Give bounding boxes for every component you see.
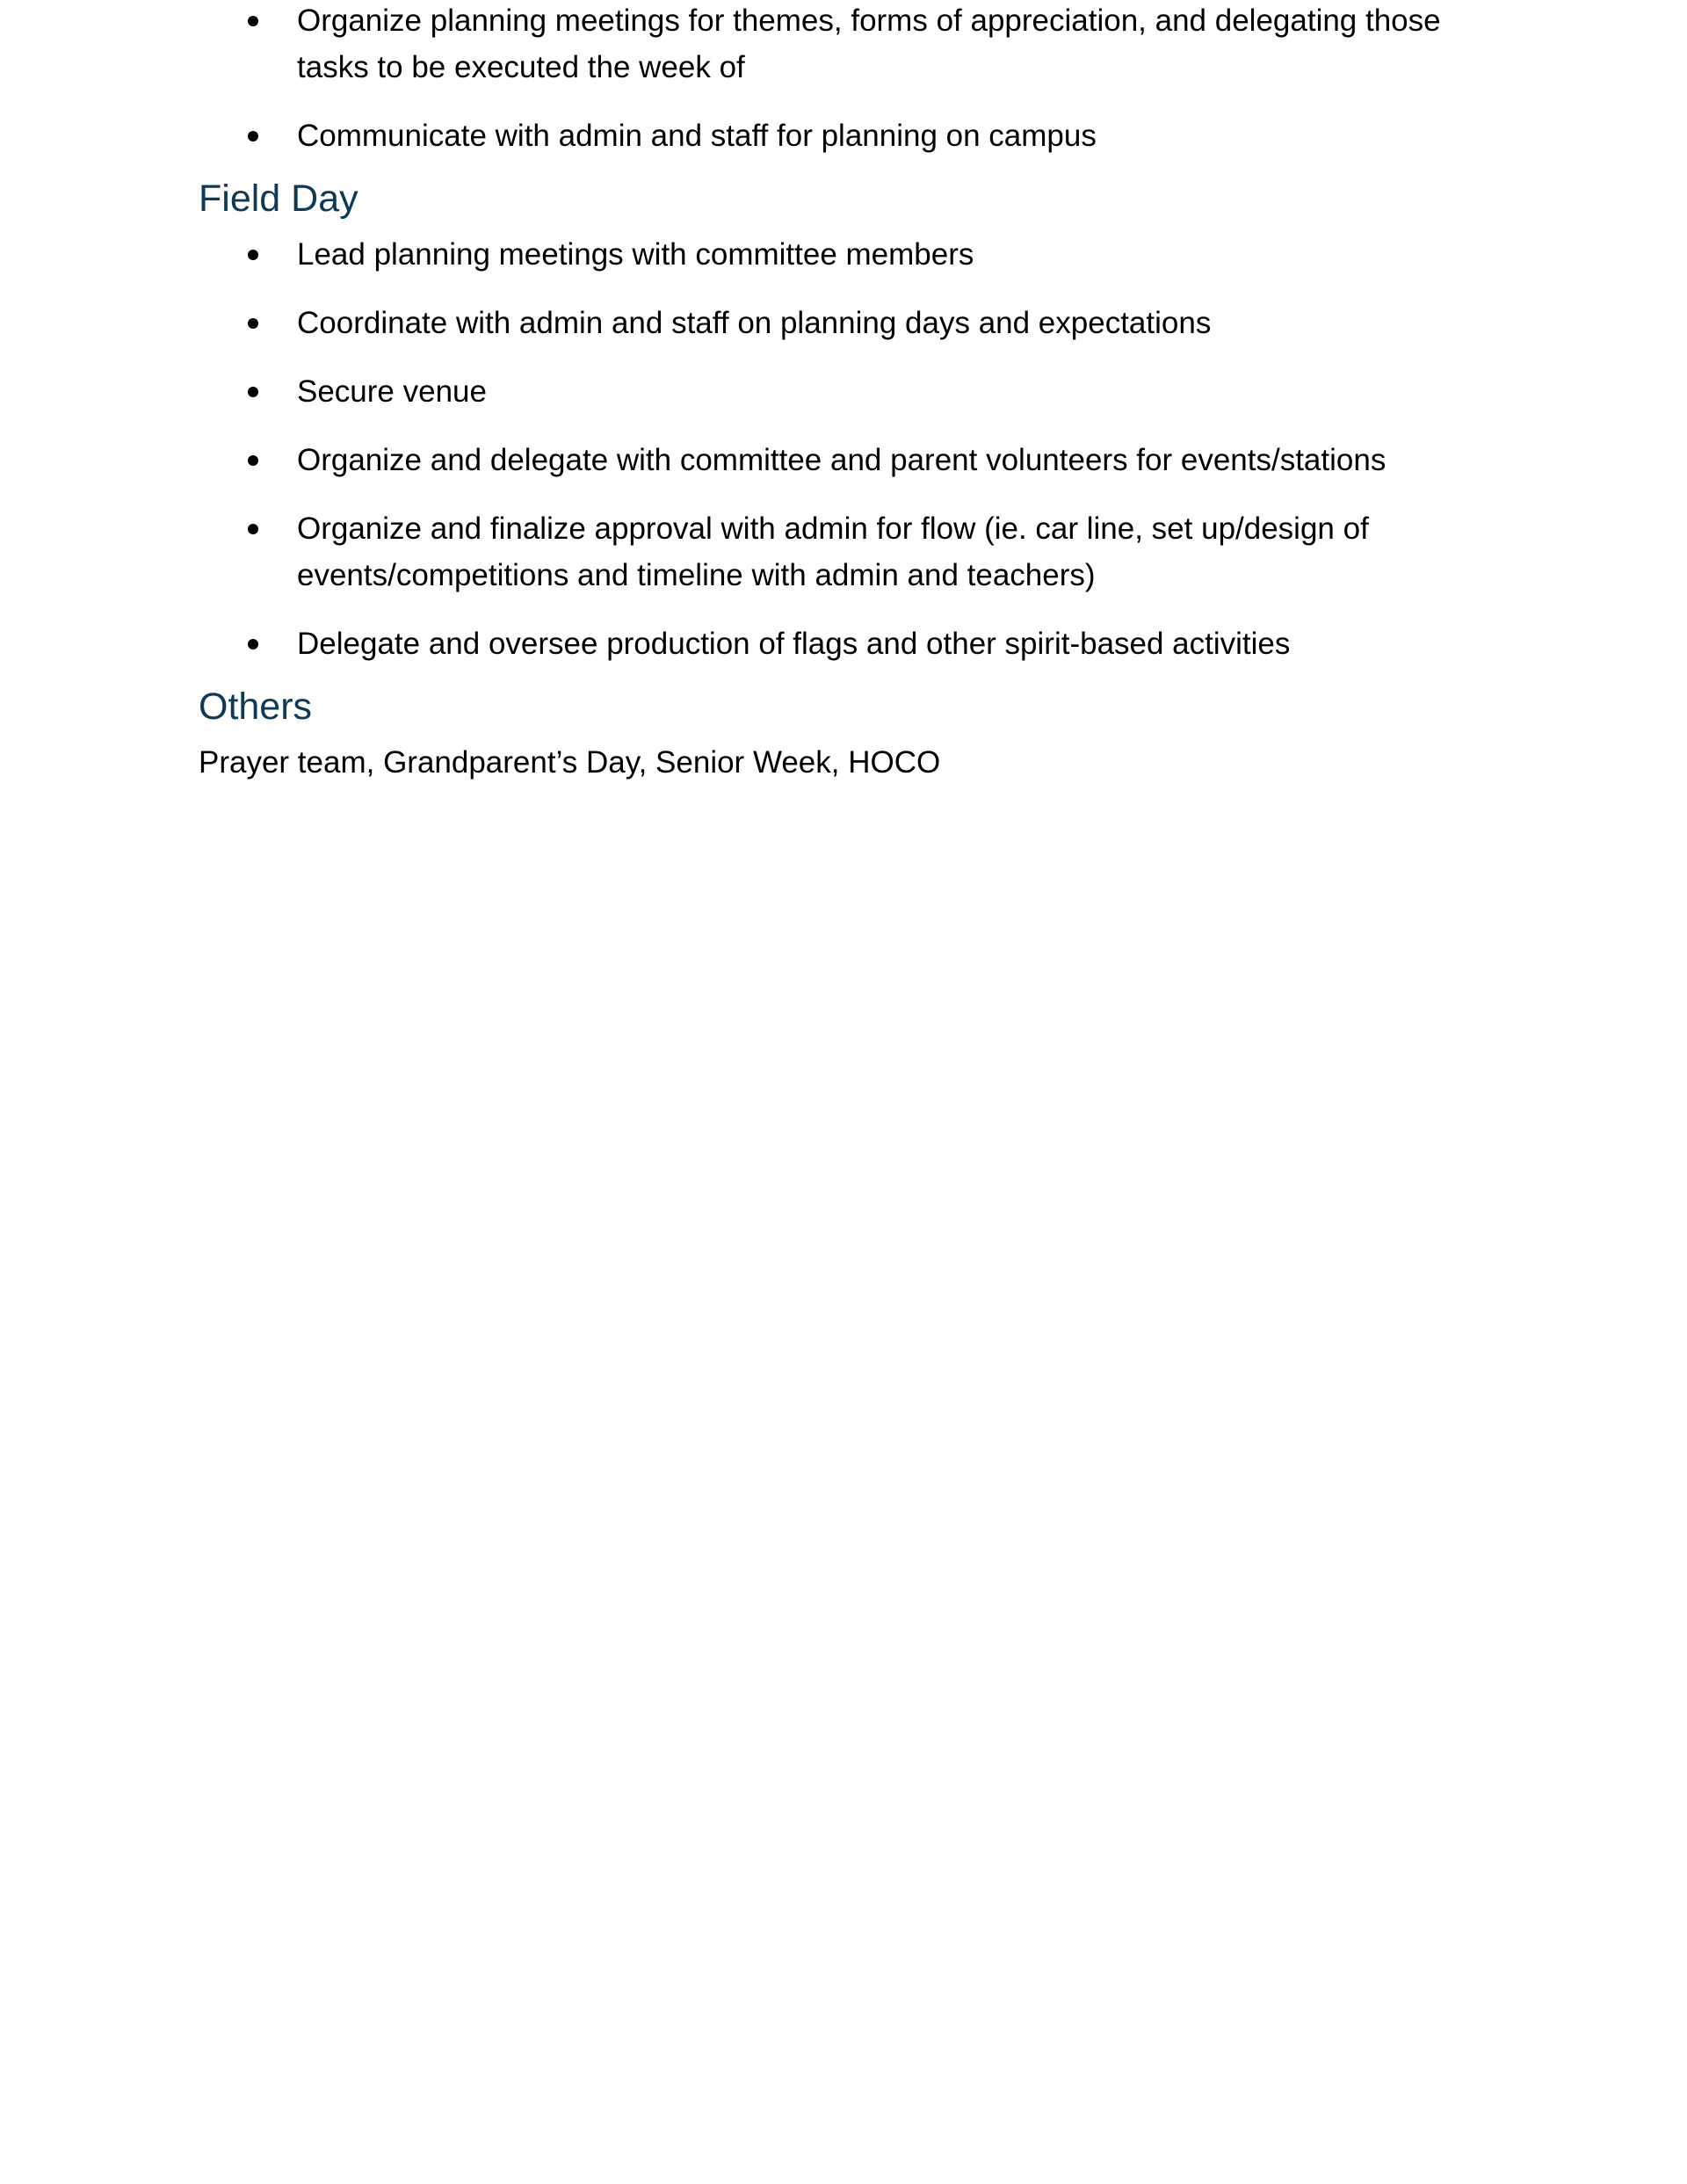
list-item-text: Organize planning meetings for themes, forms of appreciation, and delegating those tasks to be executed the week of bbox=[297, 4, 1441, 84]
list-item-text: Secure venue bbox=[297, 374, 487, 409]
bullet-icon bbox=[248, 318, 258, 329]
field-day-bullet-list bbox=[199, 231, 1499, 667]
list-item bbox=[199, 437, 1499, 483]
document-content bbox=[199, 0, 1499, 786]
list-item bbox=[199, 231, 1499, 278]
bullet-icon bbox=[248, 131, 258, 141]
list-item bbox=[199, 112, 1499, 159]
list-item bbox=[199, 0, 1499, 91]
list-item bbox=[199, 300, 1499, 346]
bullet-icon bbox=[248, 639, 258, 649]
field-day-heading: Field Day bbox=[199, 178, 358, 220]
list-item-text: Organize and delegate with committee and parent volunteers for events/stations bbox=[297, 443, 1387, 477]
list-item bbox=[199, 368, 1499, 415]
list-item bbox=[199, 620, 1499, 667]
list-item-text: Delegate and oversee production of flags and other spirit-based activities bbox=[297, 627, 1291, 661]
list-item-text: Communicate with admin and staff for planning on campus bbox=[297, 119, 1097, 153]
bullet-icon bbox=[248, 16, 258, 26]
bullet-icon bbox=[248, 250, 258, 260]
bullet-icon bbox=[248, 524, 258, 534]
list-item-text: Organize and finalize approval with admin for flow (ie. car line, set up/design of events/competitions and timeline with admin and teachers) bbox=[297, 512, 1369, 592]
bullet-icon bbox=[248, 387, 258, 397]
list-item-text: Coordinate with admin and staff on planning days and expectations bbox=[297, 306, 1212, 340]
bullet-icon bbox=[248, 455, 258, 466]
intro-bullet-list bbox=[199, 0, 1499, 159]
list-item-text: Lead planning meetings with committee members bbox=[297, 237, 974, 272]
others-text: Prayer team, Grandparent’s Day, Senior Week, HOCO bbox=[199, 745, 941, 780]
list-item bbox=[199, 505, 1499, 599]
others-heading: Others bbox=[199, 686, 313, 728]
